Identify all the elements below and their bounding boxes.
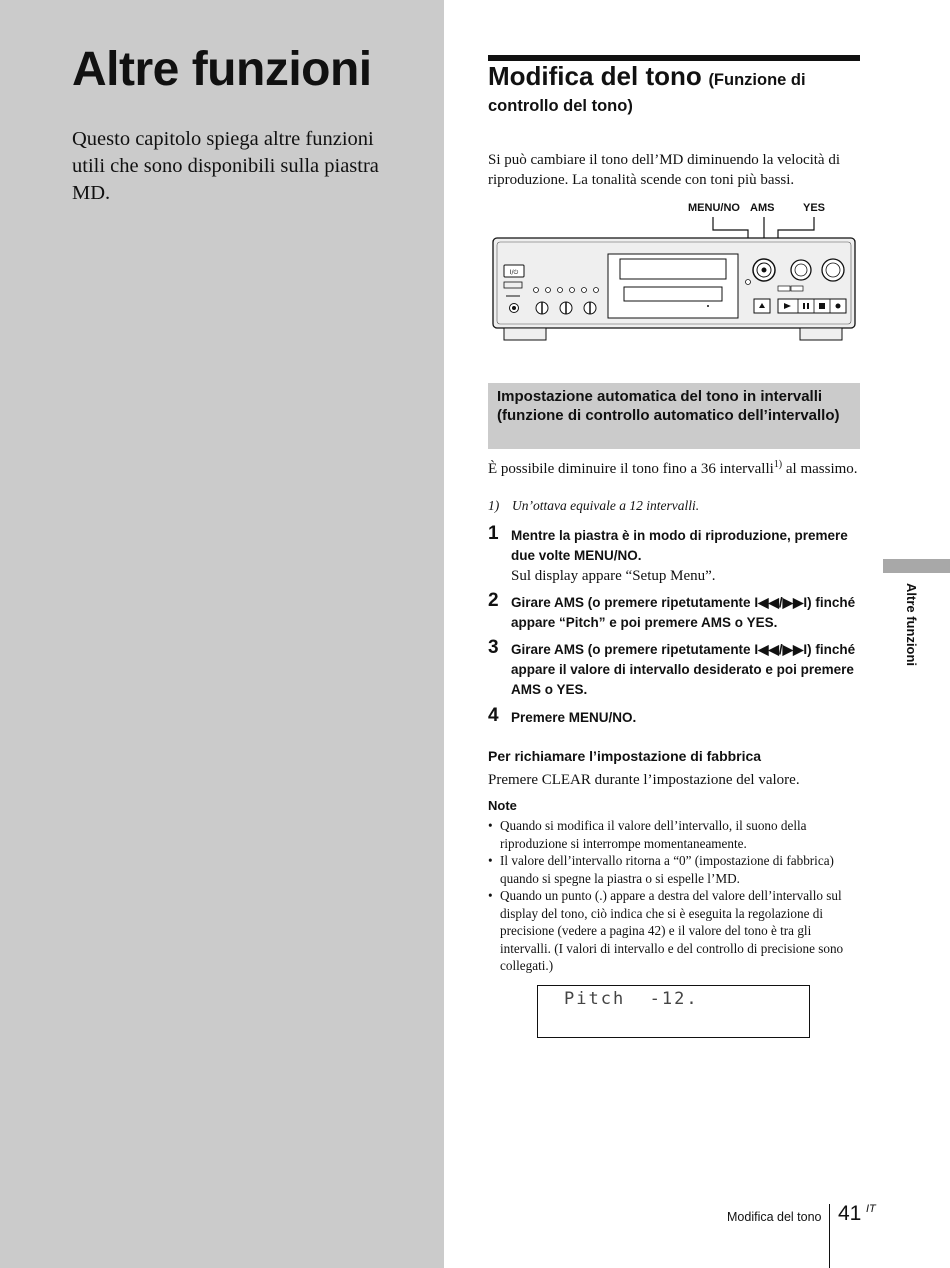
step-text: Girare AMS (o premere ripetutamente I◀◀/▶▶I) finché appare “Pitch” e poi premere AMS o YES. [511,595,856,630]
footnote: 1) Un’ottava equivale a 12 intervalli. [488,498,700,513]
pitch-display-text: Pitch -12. [564,989,699,1009]
step-text: Premere MENU/NO. [511,710,637,725]
footer-section-name: Modifica del tono [727,1210,822,1224]
subsection-paragraph: È possibile diminuire il tono fino a 36 intervalli$^{1)}$ al massimo. [488,459,858,477]
section-title-main: Modifica del tono [488,61,702,91]
step-result: Sul display appare “Setup Menu”. [511,568,716,584]
note-item: • Il valore dell’intervallo ritorna a “0” (impostazione di fabbrica) quando si spegne la piastra o si espelle l’MD. [488,852,862,887]
note-item: • Quando si modifica il valore dell’intervallo, il suono della riproduzione si interrompe momentaneamente. [488,817,862,852]
section-title [488,61,868,118]
power-button-label: I/⏻ [509,269,519,276]
chapter-title: Altre funzioni [72,43,372,96]
left-foot [504,328,546,340]
volume-knob [791,260,811,280]
step-number: 2 [488,590,499,611]
step-2 [488,590,860,633]
pitch-display [537,985,810,1038]
step-number: 1 [488,523,499,544]
right-foot [800,328,842,340]
step-number: 4 [488,705,499,726]
subsection-title: Impostazione automatica del tono in intervalli (funzione di controllo automatico dell’intervallo) [488,383,860,449]
side-tab-label: Altre funzioni [904,583,919,667]
timer-knob [822,259,844,281]
side-tab-bar [883,559,950,573]
display-window [608,254,738,318]
page-language-suffix: IT [866,1203,876,1215]
step-text: Girare AMS (o premere ripetutamente I◀◀/▶▶I) finché appare il valore di intervallo desiderato e poi premere AMS o YES. [511,642,856,697]
label-ams: AMS [750,202,775,214]
section-title-sub: (Funzione di controllo del tono) [488,71,806,115]
label-menu-no: MENU/NO [688,202,740,214]
factory-reset-text: Premere CLEAR durante l’impostazione del valore. [488,772,800,788]
step-number: 3 [488,637,499,658]
notes-list [488,817,862,975]
note-item: • Quando un punto (.) appare a destra del valore dell’intervallo sul display del tono, ciò indica che si è eseguita la regolazione di precisione (vedere a pagina 42) e il valore del tono è tra gli intervalli. (I valori di intervallo e del controllo di precisione sono collegati.) [488,887,862,975]
notes-heading: Note [488,798,517,813]
footnote-reference: 1) [773,459,783,470]
step-4 [488,705,860,728]
step-3 [488,637,860,700]
label-yes: YES [803,202,826,214]
chapter-intro: Questo capitolo spiega altre funzioni utili che sono disponibili sulla piastra MD. [72,128,379,204]
step-1 [488,523,860,586]
step-text: Mentre la piastra è in modo di riproduzione, premere due volte MENU/NO. [511,528,848,563]
factory-reset-heading: Per richiamare l’impostazione di fabbrica [488,748,762,764]
footer-divider [829,1204,830,1268]
md-deck-diagram [488,196,860,346]
section-intro: Si può cambiare il tono dell’MD diminuendo la velocità di riproduzione. La tonalità scende con toni più bassi. [488,152,841,188]
page-number: 41 [838,1202,862,1225]
